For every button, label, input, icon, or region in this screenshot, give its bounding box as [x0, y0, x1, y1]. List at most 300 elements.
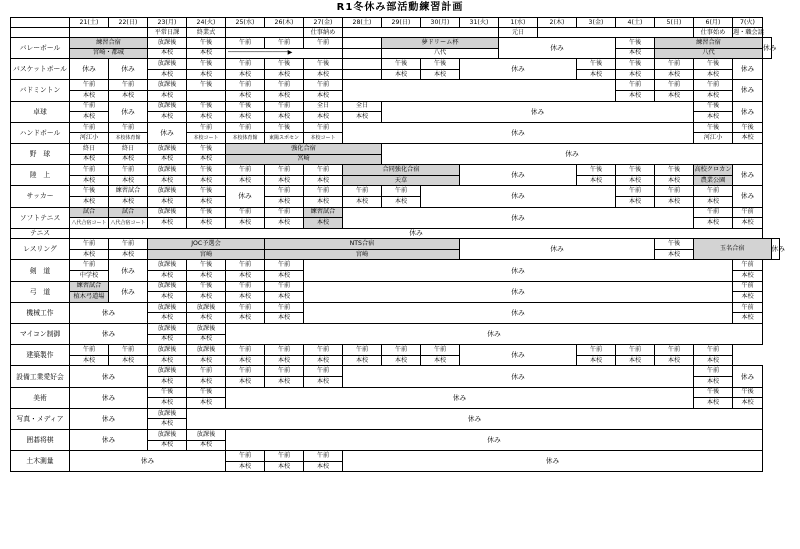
- schedule-cell: 本校: [304, 377, 343, 388]
- schedule-cell: 本校体育館: [226, 133, 265, 144]
- schedule-cell: 八代合宿コート: [109, 218, 148, 229]
- schedule-cell: 本校: [304, 218, 343, 229]
- schedule-cell: 本校: [265, 355, 304, 366]
- schedule-cell: 本校: [265, 196, 304, 207]
- schedule-cell: 本校: [226, 313, 265, 324]
- schedule-cell: 午前: [226, 302, 265, 313]
- schedule-cell: 本校: [265, 112, 304, 123]
- schedule-cell: 午前: [265, 80, 304, 91]
- schedule-cell: 午前: [265, 260, 304, 271]
- schedule-cell: 放課後: [148, 366, 187, 377]
- schedule-cell: 本校: [382, 355, 421, 366]
- schedule-cell: 放課後: [148, 59, 187, 70]
- schedule-cell: 本校: [148, 90, 187, 101]
- date-header: 6(月): [694, 18, 733, 28]
- club-row: [11, 387, 780, 398]
- schedule-cell: 休み: [70, 408, 148, 429]
- club-row: [11, 355, 780, 366]
- schedule-cell: 本校: [265, 461, 304, 472]
- date-header: 30(月): [421, 18, 460, 28]
- schedule-cell: 本校: [70, 112, 109, 123]
- club-name: 機械工作: [11, 302, 70, 323]
- schedule-cell: 午前: [265, 186, 304, 197]
- schedule-cell: 午前: [265, 345, 304, 356]
- schedule-cell: 午後: [226, 101, 265, 112]
- event-header: [226, 28, 304, 38]
- schedule-cell: 練習合宿: [70, 38, 148, 49]
- schedule-cell: 本校: [304, 175, 343, 186]
- club-row: [11, 260, 780, 271]
- schedule-cell: 休み: [499, 38, 616, 59]
- schedule-cell: 本校: [616, 90, 655, 101]
- schedule-cell: 放課後: [148, 345, 187, 356]
- schedule-cell: 午後: [421, 59, 460, 70]
- schedule-cell: 本校: [187, 69, 226, 80]
- club-row: [11, 302, 780, 313]
- schedule-cell: 午前: [109, 80, 148, 91]
- schedule-cell: 放課後: [148, 80, 187, 91]
- event-header-row: [11, 28, 780, 38]
- club-row: [11, 324, 780, 335]
- schedule-cell: 午前: [733, 302, 763, 313]
- club-name: 設備工業愛好会: [11, 366, 70, 387]
- schedule-cell: 午前: [226, 80, 265, 91]
- schedule-cell: 本校: [655, 355, 694, 366]
- schedule-cell: 本校: [343, 112, 382, 123]
- date-header: 29(日): [382, 18, 421, 28]
- schedule-cell: 午前: [187, 122, 226, 133]
- schedule-cell: 休み: [733, 165, 763, 186]
- date-header: 28(土): [343, 18, 382, 28]
- schedule-cell: 休み: [421, 186, 616, 207]
- club-name: バドミントン: [11, 80, 70, 101]
- schedule-cell: 午後: [187, 38, 226, 49]
- schedule-cell: 休み: [70, 429, 148, 450]
- schedule-cell: 本校: [187, 48, 226, 59]
- date-header: 26(木): [265, 18, 304, 28]
- schedule-cell: 本校: [304, 69, 343, 80]
- schedule-cell: 午後: [187, 101, 226, 112]
- schedule-cell: 午前: [577, 345, 616, 356]
- schedule-cell: 本校: [187, 196, 226, 207]
- schedule-cell: 本校: [265, 271, 304, 282]
- schedule-cell: 午前: [187, 366, 226, 377]
- schedule-cell: 本校: [694, 218, 733, 229]
- date-header: 1(水): [499, 18, 538, 28]
- schedule-cell: 本校: [226, 355, 265, 366]
- schedule-cell: 午前: [226, 281, 265, 292]
- schedule-cell: 午前: [70, 260, 109, 271]
- schedule-cell: 本校: [187, 154, 226, 165]
- schedule-cell: 宮崎: [265, 249, 460, 260]
- schedule-cell: 本校: [265, 292, 304, 303]
- club-row: [11, 175, 780, 186]
- schedule-cell: 午後: [733, 387, 763, 398]
- club-row: [11, 38, 780, 49]
- schedule-body: [11, 38, 786, 472]
- club-name: ソフトテニス: [11, 207, 70, 228]
- schedule-cell: 本校: [343, 196, 382, 207]
- schedule-cell: 午前: [655, 80, 694, 91]
- schedule-cell: 本校: [265, 377, 304, 388]
- schedule-cell: 休み: [226, 387, 694, 408]
- schedule-cell: 休み: [343, 366, 694, 387]
- schedule-cell: 本校: [148, 69, 187, 80]
- schedule-cell: 本校: [226, 175, 265, 186]
- date-header-row: [11, 18, 780, 28]
- schedule-cell: 本校: [70, 249, 109, 260]
- schedule-cell: 午後: [187, 143, 226, 154]
- schedule-cell: 試合: [70, 207, 109, 218]
- schedule-cell: 午前: [343, 186, 382, 197]
- schedule-cell: NTS合宿: [265, 239, 460, 250]
- schedule-cell: 河江小: [70, 133, 109, 144]
- schedule-cell: 午前: [265, 451, 304, 462]
- page-title: R1冬休み部活動練習計画: [336, 2, 464, 13]
- schedule-cell: 本校: [733, 271, 763, 282]
- schedule-cell: 本校: [148, 218, 187, 229]
- schedule-cell: 午後: [616, 59, 655, 70]
- schedule-cell: 午前: [109, 345, 148, 356]
- club-row: [11, 345, 780, 356]
- schedule-cell: 本校: [187, 218, 226, 229]
- schedule-cell: 本校: [655, 90, 694, 101]
- schedule-cell: 本校: [304, 355, 343, 366]
- date-header: 2(木): [538, 18, 577, 28]
- event-header: 終業式: [187, 28, 226, 38]
- schedule-cell: 全日: [304, 101, 343, 112]
- schedule-cell: 休み: [733, 366, 763, 387]
- schedule-cell: 午前: [733, 260, 763, 271]
- schedule-cell: 休み: [109, 59, 148, 80]
- schedule-cell: 本校: [109, 355, 148, 366]
- schedule-cell: 午後: [187, 281, 226, 292]
- schedule-cell: 休み: [763, 38, 772, 59]
- schedule-cell: 本校: [70, 196, 109, 207]
- club-name: マイコン制御: [11, 324, 70, 345]
- schedule-cell: 本校: [343, 355, 382, 366]
- schedule-cell: 本校: [226, 90, 265, 101]
- schedule-cell: 午前: [304, 80, 343, 91]
- schedule-cell: 休み: [109, 281, 148, 302]
- schedule-cell: 午前: [109, 122, 148, 133]
- schedule-cell: 午前: [694, 186, 733, 197]
- corner-cell: [11, 18, 70, 28]
- schedule-cell: 休み: [226, 186, 265, 207]
- date-header: 22(日): [109, 18, 148, 28]
- schedule-cell: [343, 69, 382, 80]
- schedule-cell: 夢ドリーム杯: [382, 38, 499, 49]
- schedule-cell: 休み: [70, 302, 148, 323]
- schedule-cell: 練習試合: [70, 281, 109, 292]
- schedule-cell: 本校: [733, 292, 763, 303]
- schedule-cell: 本校: [226, 292, 265, 303]
- schedule-cell: 本校: [382, 69, 421, 80]
- club-row: [11, 429, 780, 440]
- schedule-cell: 午後: [694, 387, 733, 398]
- schedule-cell: 休み: [460, 345, 577, 366]
- schedule-cell: 午前: [109, 165, 148, 176]
- event-header: [538, 28, 694, 38]
- schedule-cell: 本校: [304, 461, 343, 472]
- schedule-cell: 休み: [304, 281, 733, 302]
- schedule-cell: 本校: [70, 175, 109, 186]
- club-name: 陸 上: [11, 165, 70, 186]
- schedule-cell: 本校: [187, 271, 226, 282]
- schedule-cell: 本校: [304, 196, 343, 207]
- schedule-cell: 午後: [187, 387, 226, 398]
- schedule-cell: 午前: [70, 165, 109, 176]
- schedule-cell: 本校: [265, 69, 304, 80]
- event-header: 仕事納め: [304, 28, 343, 38]
- schedule-cell: 本校: [187, 398, 226, 409]
- schedule-cell: 宮崎: [148, 249, 265, 260]
- club-row: [11, 366, 780, 377]
- schedule-cell: 午前: [70, 239, 109, 250]
- schedule-table: [10, 17, 786, 472]
- schedule-cell: 本校: [655, 249, 694, 260]
- schedule-cell: 午後: [265, 122, 304, 133]
- club-name: バスケットボール: [11, 59, 70, 80]
- schedule-cell: 休み: [382, 143, 763, 164]
- schedule-cell: 午後: [382, 59, 421, 70]
- schedule-cell: 放課後: [187, 324, 226, 335]
- schedule-cell: 休み: [187, 408, 763, 429]
- schedule-cell: JOC予選会: [148, 239, 265, 250]
- schedule-cell: 本校: [616, 69, 655, 80]
- event-header: [343, 28, 499, 38]
- schedule-cell: 放課後: [187, 345, 226, 356]
- schedule-cell: 午前: [733, 207, 763, 218]
- schedule-cell: 本校: [616, 48, 655, 59]
- schedule-cell: 河江小: [694, 133, 733, 144]
- schedule-cell: 終日: [109, 143, 148, 154]
- schedule-cell: 東陽スポセン: [265, 133, 304, 144]
- schedule-cell: 本校: [70, 355, 109, 366]
- date-header: 3(金): [577, 18, 616, 28]
- date-header: 7(火): [733, 18, 763, 28]
- schedule-cell: 本校: [265, 313, 304, 324]
- schedule-cell: 午前: [265, 38, 304, 49]
- club-name: バレーボール: [11, 38, 70, 59]
- schedule-cell: 本校: [304, 90, 343, 101]
- schedule-cell: 宮崎: [226, 154, 382, 165]
- schedule-cell: 放課後: [148, 429, 187, 440]
- schedule-cell: 休み: [70, 451, 226, 472]
- schedule-cell: 宮崎・都城: [70, 48, 148, 59]
- schedule-cell: 本校: [733, 218, 763, 229]
- schedule-cell: 本校: [109, 196, 148, 207]
- schedule-cell: 本校: [109, 90, 148, 101]
- schedule-cell: 練習試合: [304, 207, 343, 218]
- schedule-cell: 本校: [109, 154, 148, 165]
- schedule-cell: 午前: [265, 101, 304, 112]
- schedule-cell: 本校: [655, 196, 694, 207]
- schedule-cell: 本校: [304, 112, 343, 123]
- schedule-cell: 本校: [577, 175, 616, 186]
- schedule-cell: 放課後: [148, 165, 187, 176]
- event-header: 週・職会議: [733, 28, 764, 36]
- schedule-cell: 合同強化合宿: [343, 165, 460, 176]
- club-name: 写真・メディア: [11, 408, 70, 429]
- club-name: サッカー: [11, 186, 70, 207]
- schedule-cell: 午前: [304, 451, 343, 462]
- event-header: 平常日課: [148, 28, 187, 38]
- schedule-cell: 午前: [694, 345, 733, 356]
- event-header: 元日: [499, 28, 538, 38]
- schedule-cell: 午前: [694, 366, 733, 377]
- club-row: [11, 48, 780, 59]
- schedule-cell: 放課後: [148, 186, 187, 197]
- schedule-cell: 放課後: [187, 429, 226, 440]
- schedule-cell: 午前: [226, 345, 265, 356]
- schedule-cell: 本校: [733, 398, 763, 409]
- schedule-cell: 午前: [70, 122, 109, 133]
- schedule-cell: 休み: [382, 101, 694, 122]
- schedule-cell: 本校: [187, 175, 226, 186]
- schedule-cell: 本校: [187, 377, 226, 388]
- schedule-cell: 午後: [655, 165, 694, 176]
- schedule-cell: 午前: [265, 281, 304, 292]
- schedule-cell: 午後: [148, 387, 187, 398]
- schedule-cell: 本校: [148, 334, 187, 345]
- club-name: レスリング: [11, 239, 70, 260]
- schedule-cell: 休み: [304, 302, 733, 323]
- schedule-cell: 放課後: [148, 38, 187, 49]
- schedule-cell: [343, 80, 616, 101]
- schedule-cell: 休み: [70, 59, 109, 80]
- schedule-cell: 本校: [577, 355, 616, 366]
- schedule-cell: 本校: [226, 112, 265, 123]
- schedule-cell: 本校: [109, 249, 148, 260]
- schedule-cell: 本校: [148, 154, 187, 165]
- schedule-cell: 午後: [577, 59, 616, 70]
- schedule-cell: 午前: [226, 59, 265, 70]
- schedule-cell: 午前: [733, 281, 763, 292]
- schedule-cell: 本校: [694, 90, 733, 101]
- schedule-cell: 本校: [148, 175, 187, 186]
- date-header: 27(金): [304, 18, 343, 28]
- schedule-cell: 本校: [733, 313, 763, 324]
- schedule-cell: 本校コート: [187, 133, 226, 144]
- corner-cell: [11, 28, 70, 38]
- schedule-cell: 午前: [226, 207, 265, 218]
- schedule-cell: 午後: [187, 207, 226, 218]
- schedule-cell: 午前: [109, 239, 148, 250]
- schedule-cell: 休み: [460, 165, 577, 186]
- schedule-cell: 午前: [616, 345, 655, 356]
- schedule-cell: 午前: [655, 345, 694, 356]
- schedule-cell: 午前: [694, 80, 733, 91]
- schedule-cell: 放課後: [148, 408, 187, 419]
- schedule-cell: 午前: [226, 38, 265, 49]
- schedule-cell: 午前: [265, 165, 304, 176]
- schedule-cell: 八代: [655, 48, 763, 59]
- schedule-cell: 本校: [577, 69, 616, 80]
- schedule-cell: 本校: [148, 292, 187, 303]
- schedule-cell: 本校: [148, 440, 187, 451]
- schedule-cell: 休み: [70, 387, 148, 408]
- club-row: [11, 101, 780, 112]
- schedule-cell: 午前: [421, 345, 460, 356]
- schedule-cell: [343, 59, 382, 70]
- schedule-cell: 午前: [226, 165, 265, 176]
- schedule-cell: 高校クロカン: [694, 165, 733, 176]
- schedule-cell: 本校: [187, 355, 226, 366]
- schedule-cell: 午前: [382, 345, 421, 356]
- schedule-cell: 午前: [304, 122, 343, 133]
- event-header: [70, 28, 148, 38]
- schedule-cell: 植木弓道場: [70, 292, 109, 303]
- club-row: [11, 451, 780, 462]
- schedule-cell: 午後: [694, 101, 733, 112]
- event-header: 仕事始め: [694, 28, 733, 38]
- club-row: [11, 207, 780, 218]
- schedule-cell: 午前: [265, 302, 304, 313]
- schedule-cell: 本校: [226, 271, 265, 282]
- schedule-cell: 本校: [109, 175, 148, 186]
- club-name: 野 球: [11, 143, 70, 164]
- schedule-cell: 休み: [109, 101, 148, 122]
- schedule-cell: 午後: [187, 260, 226, 271]
- schedule-cell: 午前: [304, 38, 343, 49]
- club-row: [11, 59, 780, 70]
- schedule-cell: 休み: [70, 228, 763, 239]
- schedule-cell: 本校: [187, 292, 226, 303]
- schedule-cell: 放課後: [148, 101, 187, 112]
- schedule-cell: 本校: [694, 69, 733, 80]
- club-name: ハンドボール: [11, 122, 70, 143]
- schedule-cell: 午前: [616, 80, 655, 91]
- date-header: 4(土): [616, 18, 655, 28]
- club-row: [11, 281, 780, 292]
- schedule-cell: 午後: [616, 38, 655, 49]
- club-row: [11, 122, 780, 133]
- schedule-cell: 本校: [187, 112, 226, 123]
- schedule-cell: [343, 48, 382, 59]
- schedule-cell: 休み: [733, 59, 763, 80]
- date-header: 31(火): [460, 18, 499, 28]
- schedule-cell: 休み: [148, 122, 187, 143]
- schedule-cell: 本校コート: [304, 133, 343, 144]
- schedule-cell: 本校: [226, 69, 265, 80]
- schedule-cell: 午前: [265, 207, 304, 218]
- schedule-cell: 本校: [616, 175, 655, 186]
- schedule-cell: 午前: [655, 186, 694, 197]
- schedule-cell: 本校: [226, 218, 265, 229]
- schedule-cell: 天草: [343, 175, 460, 186]
- schedule-cell: 本校: [148, 48, 187, 59]
- club-name: 囲碁将棋: [11, 429, 70, 450]
- club-name: 建築製作: [11, 345, 70, 366]
- schedule-cell: 午前: [70, 101, 109, 112]
- schedule-cell: 午前: [265, 366, 304, 377]
- schedule-cell: 本校: [148, 271, 187, 282]
- club-row: [11, 143, 780, 154]
- schedule-cell: 本校: [616, 196, 655, 207]
- schedule-cell: 午後: [187, 186, 226, 197]
- schedule-cell: 本校: [226, 377, 265, 388]
- schedule-cell: 本校: [694, 112, 733, 123]
- schedule-cell: 午後: [733, 122, 763, 133]
- schedule-cell: 午前: [304, 165, 343, 176]
- schedule-cell: 休み: [70, 324, 148, 345]
- schedule-cell: 午後: [694, 122, 733, 133]
- club-row: [11, 249, 780, 260]
- schedule-cell: 午前: [226, 122, 265, 133]
- schedule-cell: 本校: [148, 377, 187, 388]
- schedule-cell: 本校: [148, 112, 187, 123]
